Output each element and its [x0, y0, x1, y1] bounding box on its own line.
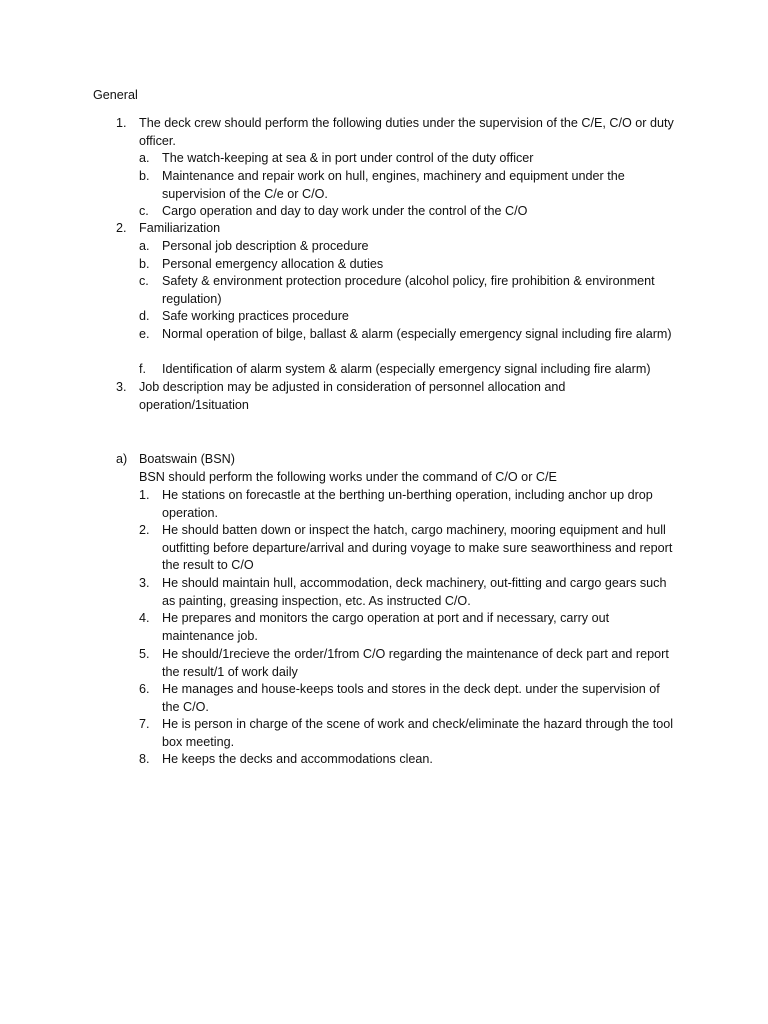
general-item-2d — [139, 308, 679, 326]
list-item-text: The deck crew should perform the following duties under the supervision of the C/E, C/O or duty officer. — [139, 116, 674, 148]
list-item-text: He keeps the decks and accommodations clean. — [162, 752, 433, 766]
list-number: 1. — [139, 488, 150, 502]
list-item-text: Cargo operation and day to day work under the control of the C/O — [162, 204, 528, 218]
list-item-text: He should batten down or inspect the hatch, cargo machinery, mooring equipment and hull outfitting before departure/arrival and during voyage to make sure seaworthiness and report the result to C/O — [162, 523, 673, 573]
bsn-item-7 — [139, 716, 679, 751]
bsn-item-2 — [139, 522, 679, 575]
list-letter: b. — [139, 257, 150, 271]
general-item-2e — [139, 326, 679, 344]
list-item-text: Safety & environment protection procedure (alcohol policy, fire prohibition & environment regulation) — [162, 274, 655, 306]
list-number: 4. — [139, 611, 150, 625]
list-letter: e. — [139, 327, 150, 341]
list-item-text: Familiarization — [139, 221, 221, 235]
list-number: 6. — [139, 682, 150, 696]
list-number: 5. — [139, 647, 150, 661]
list-letter: c. — [139, 204, 149, 218]
list-number: 1. — [116, 116, 127, 130]
bsn-item-3 — [139, 575, 679, 610]
list-number: 8. — [139, 752, 150, 766]
general-item-2b — [139, 256, 679, 274]
list-item-text: Normal operation of bilge, ballast & alarm (especially emergency signal including fire alarm) — [162, 327, 672, 341]
general-item-1a — [139, 150, 679, 168]
general-item-1b — [139, 168, 679, 203]
list-letter: f. — [139, 362, 146, 376]
list-letter: b. — [139, 169, 150, 183]
list-letter: a. — [139, 151, 150, 165]
list-number: 3. — [139, 576, 150, 590]
bsn-item-6 — [139, 681, 679, 716]
general-item-1 — [116, 115, 676, 150]
list-item-text: He stations on forecastle at the berthing un-berthing operation, including anchor up drop operation. — [162, 488, 653, 520]
general-item-1c — [139, 203, 679, 221]
general-item-2f — [139, 361, 679, 379]
list-item-text: Job description may be adjusted in consideration of personnel allocation and operation/1situation — [139, 380, 566, 412]
section-heading-general: General — [93, 88, 138, 102]
list-letter: c. — [139, 274, 149, 288]
bsn-item-1 — [139, 487, 679, 522]
list-item-text: Safe working practices procedure — [162, 309, 349, 323]
section-boatswain-title — [116, 451, 676, 469]
general-item-2 — [116, 220, 676, 238]
list-item-text: Personal emergency allocation & duties — [162, 257, 384, 271]
list-number: 2. — [139, 523, 150, 537]
section-intro: BSN should perform the following works under the command of C/O or C/E — [139, 470, 557, 484]
list-letter: d. — [139, 309, 150, 323]
list-item-text: Personal job description & procedure — [162, 239, 369, 253]
list-item-text: He should/1recieve the order/1from C/O regarding the maintenance of deck part and report the result/1 of work daily — [162, 647, 669, 679]
section-marker: a) — [116, 452, 128, 466]
list-item-text: The watch-keeping at sea & in port under control of the duty officer — [162, 151, 534, 165]
list-number: 3. — [116, 380, 127, 394]
list-item-text: He manages and house-keeps tools and stores in the deck dept. under the supervision of the C/O. — [162, 682, 660, 714]
general-item-2a — [139, 238, 679, 256]
section-title: Boatswain (BSN) — [139, 452, 235, 466]
list-item-text: Identification of alarm system & alarm (especially emergency signal including fire alarm) — [162, 362, 651, 376]
list-item-text: He prepares and monitors the cargo operation at port and if necessary, carry out maintenance job. — [162, 611, 610, 643]
bsn-item-4 — [139, 610, 679, 645]
bsn-item-8 — [139, 751, 679, 769]
list-number: 7. — [139, 717, 150, 731]
list-item-text: He is person in charge of the scene of work and check/eliminate the hazard through the tool box meeting. — [162, 717, 674, 749]
list-item-text: He should maintain hull, accommodation, deck machinery, out-fitting and cargo gears such as painting, greasing inspection, etc. As instructed C/O. — [162, 576, 667, 608]
list-number: 2. — [116, 221, 127, 235]
general-item-3 — [116, 379, 676, 414]
list-letter: a. — [139, 239, 150, 253]
general-item-2c — [139, 273, 679, 308]
bsn-item-5 — [139, 646, 679, 681]
list-item-text: Maintenance and repair work on hull, engines, machinery and equipment under the supervision of the C/e or C/O. — [162, 169, 625, 201]
